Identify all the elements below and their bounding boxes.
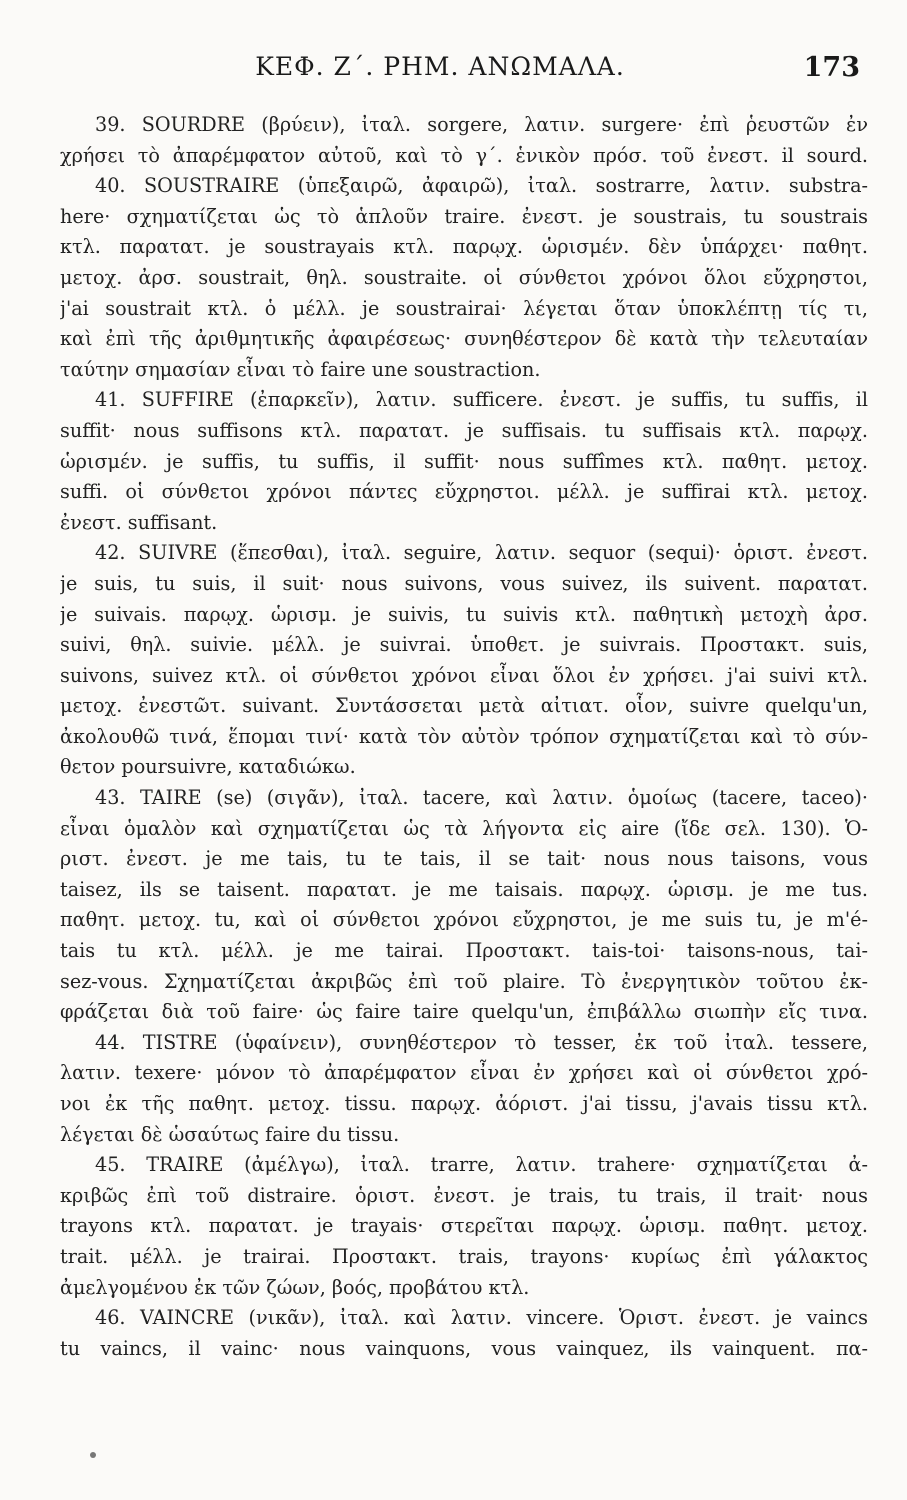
text-line: ταύτην σημασίαν εἶναι τὸ faire une soustraction. [60,357,541,381]
text-line: trait. μέλλ. je trairai. Προστακτ. trais, trayons· κυρίως ἐπὶ γάλακτος [60,1244,868,1268]
text-line: λατιν. texere· μόνον τὸ ἀπαρέμφατον εἶναι ἐν χρήσει καὶ οἱ σύνθετοι χρό- [60,1061,868,1085]
text-line: 46. VAINCRE (νικᾶν), ἰταλ. καὶ λατιν. vincere. Ὁριστ. ἐνεστ. je vaincs [95,1306,868,1330]
text-line: 39. SOURDRE (βρύειν), ἰταλ. sorgere, λατιν. surgere· ἐπὶ ῥευστῶν ἐν [95,113,868,136]
text-line: θετον poursuivre, καταδιώκω. [60,755,356,779]
page-number: 173 [803,52,860,83]
text-line: εἶναι ὁμαλὸν καὶ σχηματίζεται ὡς τὰ λήγοντα εἰς aire (ἴδε σελ. 130). Ὁ- [60,816,868,840]
text-line: ἀκολουθῶ τινά, ἕπομαι τινί· κατὰ τὸν αὐτὸν τρόπον σχηματίζεται καὶ τὸ σύν- [60,724,868,748]
text-line: suivons, suivez κτλ. οἱ σύνθετοι χρόνοι εἶναι ὅλοι ἐν χρήσει. j'ai suivi κτλ. [60,663,868,687]
text-line: λέγεται δὲ ὡσαύτως faire du tissu. [60,1122,400,1146]
text-line: 45. TRAIRE (ἀμέλγω), ἰταλ. trarre, λατιν. trahere· σχηματίζεται ἀ- [95,1153,868,1177]
text-line: 40. SOUSTRAIRE (ὑπεξαιρῶ, ἀφαιρῶ), ἰταλ. sostrarre, λατιν. substra- [95,174,868,198]
text-line: 43. TAIRE (se) (σιγᾶν), ἰταλ. tacere, καὶ λατιν. ὁμοίως (tacere, taceo)· [95,786,868,810]
text-line: tais tu κτλ. μέλλ. je me tairai. Προστακτ. tais-toi· taisons-nous, tai- [60,939,868,963]
text-line: νοι ἐκ τῆς παθητ. μετοχ. tissu. παρῳχ. ἀόριστ. j'ai tissu, j'avais tissu κτλ. [60,1092,868,1115]
text-line: suffit· nous suffisons κτλ. παρατατ. je suffisais. tu suffisais κτλ. παρῳχ. [60,418,868,442]
text-line: 41. SUFFIRE (ἐπαρκεῖν), λατιν. sufficere. ἐνεστ. je suffis, tu suffis, il [95,388,868,412]
text-line: taisez, ils se taisent. παρατατ. je me taisais. παρῳχ. ὡρισμ. je me tus. [60,877,868,901]
text-line: φράζεται διὰ τοῦ faire· ὡς faire taire quelqu'un, ἐπιβάλλω σιωπὴν εἴς τινα. [60,1000,868,1024]
text-line: 44. TISTRE (ὑφαίνειν), συνηθέστερον τὸ tesser, ἐκ τοῦ ἰταλ. tessere, [95,1030,868,1054]
text-line: καὶ ἐπὶ τῆς ἀριθμητικῆς ἀφαιρέσεως· συνηθέστερον δὲ κατὰ τὴν τελευταίαν [60,327,868,351]
text-line: je suis, tu suis, il suit· nous suivons, vous suivez, ils suivent. παρατατ. [60,571,868,595]
text-line: here· σχηματίζεται ὡς τὸ ἁπλοῦν traire. ἐνεστ. je soustrais, tu soustrais [60,204,868,228]
running-head [60,52,860,92]
body-text [60,110,868,1364]
text-line: je suivais. παρῳχ. ὡρισμ. je suivis, tu suivis κτλ. παθητικὴ μετοχὴ ἀρσ. [60,602,868,626]
text-line: suffi. οἱ σύνθετοι χρόνοι πάντες εὔχρηστοι. μέλλ. je suffirai κτλ. μετοχ. [60,480,868,504]
text-line: trayons κτλ. παρατατ. je trayais· στερεῖται παρῳχ. ὡρισμ. παθητ. μετοχ. [60,1214,868,1238]
text-line: ριστ. ἐνεστ. je me tais, tu te tais, il se tait· nous nous taisons, vous [60,847,868,871]
text-line: suivi, θηλ. suivie. μέλλ. je suivrai. ὑποθετ. je suivrais. Προστακτ. suis, [60,633,868,657]
paper-speck [90,1452,96,1458]
text-line: ἀμελγομένου ἐκ τῶν ζώων, βοός, προβάτου κτλ. [60,1275,530,1299]
text-line: sez-vous. Σχηματίζεται ἀκριβῶς ἐπὶ τοῦ plaire. Τὸ ἐνεργητικὸν τοῦτου ἐκ- [60,969,868,993]
text-line: μετοχ. ἀρσ. soustrait, θηλ. soustraite. οἱ σύνθετοι χρόνοι ὅλοι εὔχρηστοι, [60,265,868,289]
text-line: 42. SUIVRE (ἕπεσθαι), ἰταλ. seguire, λατιν. sequor (sequi)· ὁριστ. ἐνεστ. [95,541,868,565]
running-title: ΚΕΦ. Ζ΄. ΡΗΜ. ΑΝΩΜΑΛΑ. [255,52,625,81]
text-line: κριβῶς ἐπὶ τοῦ distraire. ὁριστ. ἐνεστ. je trais, tu trais, il trait· nous [60,1183,868,1207]
text-line: tu vaincs, il vainc· nous vainquons, vous vainquez, ils vainquent. πα- [60,1336,868,1360]
text-line: μετοχ. ἐνεστῶτ. suivant. Συντάσσεται μετὰ αἰτιατ. οἷον, suivre quelqu'un, [60,694,868,718]
text-line: κτλ. παρατατ. je soustrayais κτλ. παρῳχ. ὡρισμέν. δὲν ὑπάρχει· παθητ. [60,235,868,259]
text-line: j'ai soustrait κτλ. ὁ μέλλ. je soustrairai· λέγεται ὅταν ὑποκλέπτῃ τίς τι, [60,296,868,320]
text-line: παθητ. μετοχ. tu, καὶ οἱ σύνθετοι χρόνοι εὔχρηστοι, je me suis tu, je m'é- [60,908,868,932]
text-line: ὡρισμέν. je suffis, tu suffis, il suffit· nous suffîmes κτλ. παθητ. μετοχ. [60,449,868,473]
text-line: ἐνεστ. suffisant. [60,510,218,534]
text-line: χρήσει τὸ ἀπαρέμφατον αὐτοῦ, καὶ τὸ γ΄. ἑνικὸν πρόσ. τοῦ ἐνεστ. il sourd. [60,143,868,167]
